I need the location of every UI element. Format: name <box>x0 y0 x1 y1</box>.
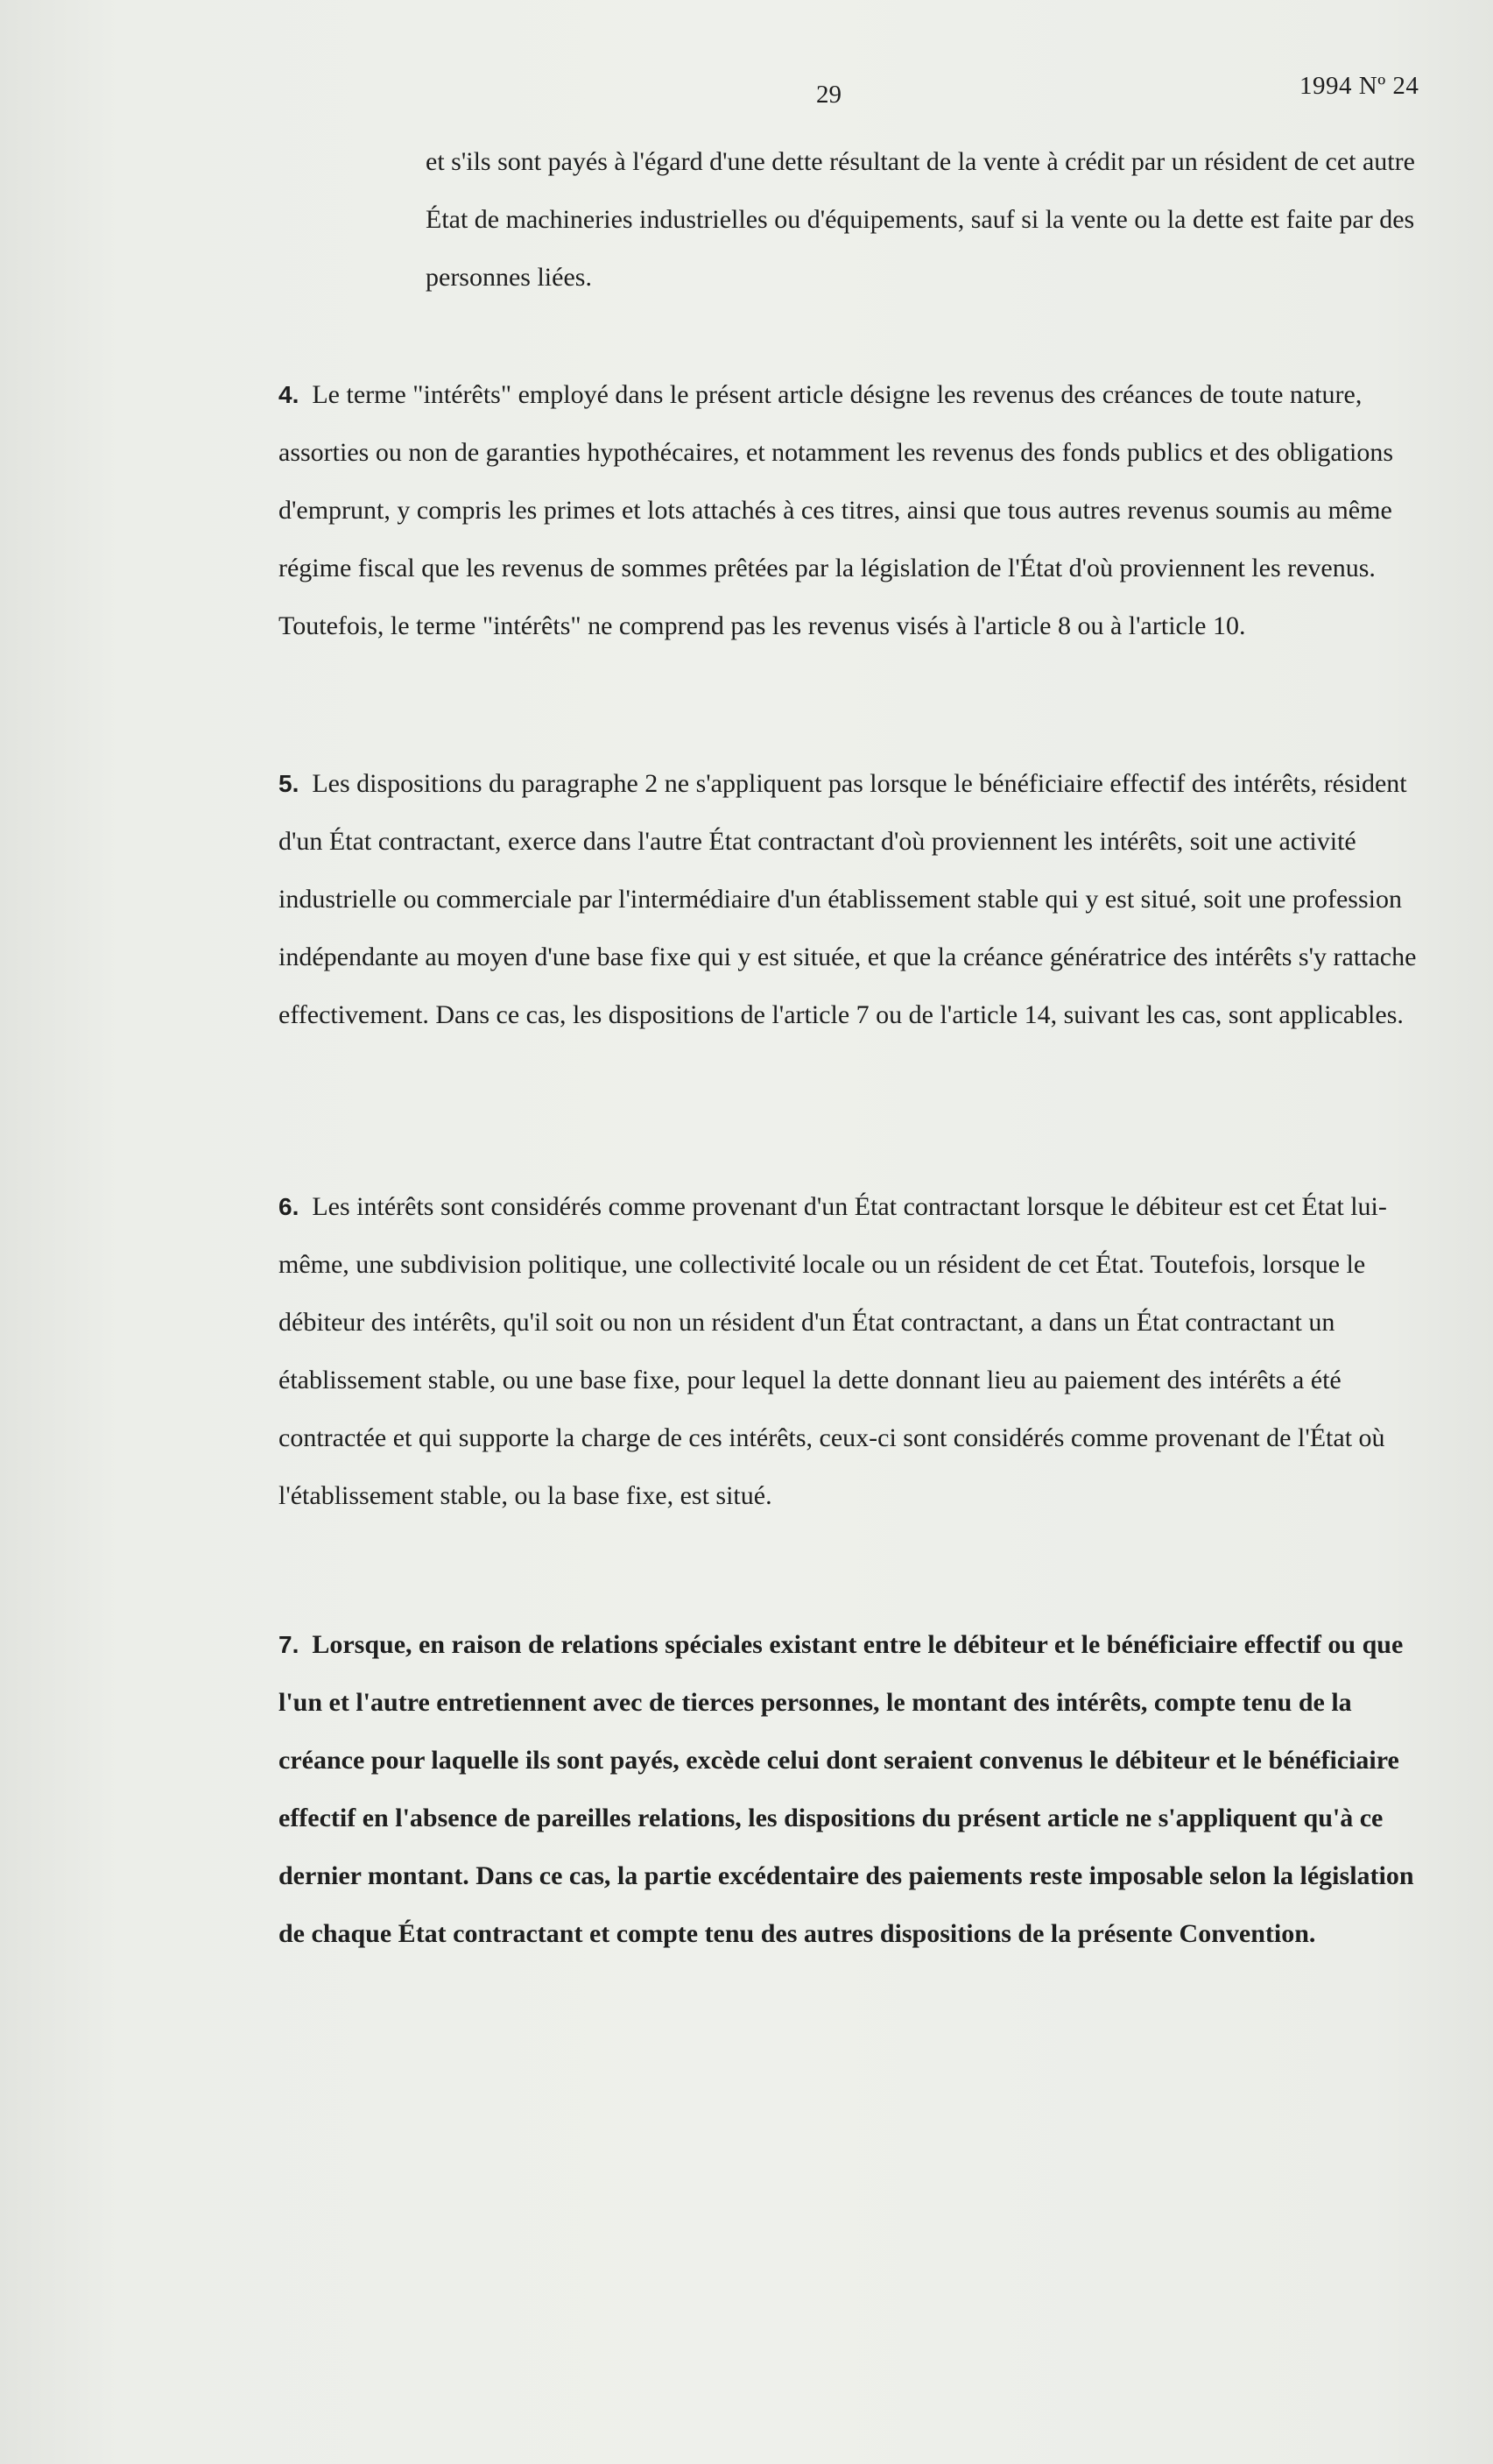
paragraph-number: 7. <box>278 1631 299 1658</box>
paragraph-number: 4. <box>278 381 299 408</box>
paragraph-text: Lorsque, en raison de relations spéciales existant entre le débiteur et le bénéficiaire effectif ou que l'un et l'autre entretiennent avec de tierces personnes, le montant des intérêts, compte tenu de la créance pour laquelle ils sont payés, excède celui dont seraient convenus le débiteur et le bénéficiaire effectif en l'absence de pareilles relations, les dispositions du présent article ne s'appliquent qu'à ce dernier montant. Dans ce cas, la partie excédentaire des paiements reste imposable selon la législation de chaque État contractant et compte tenu des autres dispositions de la présente Convention. <box>278 1630 1414 1948</box>
paragraph-text: Le terme "intérêts" employé dans le présent article désigne les revenus des créances de toute nature, assorties ou non de garanties hypothécaires, et notamment les revenus des fonds publics et des obligations d'emprunt, y compris les primes et lots attachés à ces titres, ainsi que tous autres revenus soumis au même régime fiscal que les revenus de sommes prêtées par la législation de l'État d'où proviennent les revenus. Toutefois, le terme "intérêts" ne comprend pas les revenus visés à l'article 8 ou à l'article 10. <box>278 380 1394 640</box>
document-reference: 1994 Nº 24 <box>1299 72 1419 100</box>
page-number: 29 <box>816 81 842 109</box>
paragraph-5 <box>278 755 1427 1044</box>
paragraph-number: 5. <box>278 770 299 797</box>
paragraph-number: 6. <box>278 1193 299 1220</box>
continuation-text: et s'ils sont payés à l'égard d'une dette résultant de la vente à crédit par un résident de cet autre État de machineries industrielles ou d'équipements, sauf si la vente ou la dette est faite par des personnes liées. <box>426 147 1415 292</box>
paragraph-text: Les intérêts sont considérés comme provenant d'un État contractant lorsque le débiteur est cet État lui-même, une subdivision politique, une collectivité locale ou un résident de cet État. Toutefois, lorsque le débiteur des intérêts, qu'il soit ou non un résident d'un État contractant, a dans un État contractant un établissement stable, ou une base fixe, pour lequel la dette donnant lieu au paiement des intérêts a été contractée et qui supporte la charge de ces intérêts, ceux-ci sont considérés comme provenant de l'État où l'établissement stable, ou la base fixe, est situé. <box>278 1192 1387 1510</box>
paragraph-text: Les dispositions du paragraphe 2 ne s'appliquent pas lorsque le bénéficiaire effectif des intérêts, résident d'un État contractant, exerce dans l'autre État contractant d'où proviennent les intérêts, soit une activité industrielle ou commerciale par l'intermédiaire d'un établissement stable qui y est situé, soit une profession indépendante au moyen d'une base fixe qui y est située, et que la créance génératrice des intérêts s'y rattache effectivement. Dans ce cas, les dispositions de l'article 7 ou de l'article 14, suivant les cas, sont applicables. <box>278 769 1417 1029</box>
paragraph-7 <box>278 1616 1427 1963</box>
paragraph-6 <box>278 1178 1427 1525</box>
paragraph-4 <box>278 366 1427 655</box>
